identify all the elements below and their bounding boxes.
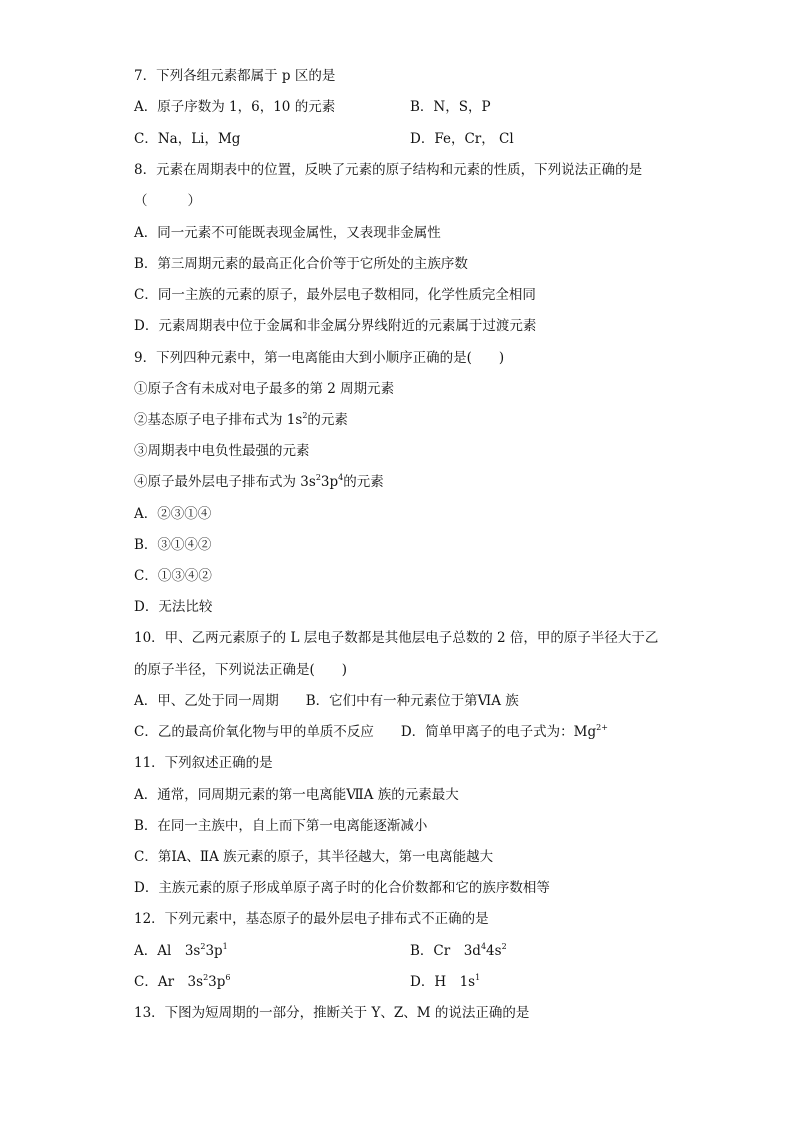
q7-option-a[interactable]: A．原子序数为 1，6，10 的元素 <box>134 99 336 115</box>
q7-option-b[interactable]: B．N，S，P <box>410 99 491 115</box>
q11-option-b[interactable]: B．在同一主族中，自上而下第一电离能逐渐减小 <box>134 818 428 834</box>
q10-options-ab[interactable]: A．甲、乙处于同一周期 B．它们中有一种元素位于第ⅥA 族 <box>134 693 519 709</box>
q8-option-b[interactable]: B．第三周期元素的最高正化合价等于它所处的主族序数 <box>134 256 468 272</box>
q12-option-b[interactable]: B．Cr $3d^44s^2$ <box>410 941 507 959</box>
q12-option-a[interactable]: A．Al $3s^23p^1$ <box>134 941 228 959</box>
question-12-options-cd <box>134 973 674 991</box>
q9-option-b[interactable]: B．③①④② <box>134 537 212 553</box>
question-7-stem: 7．下列各组元素都属于 p 区的是 <box>134 68 336 84</box>
q11-option-a[interactable]: A．通常，同周期元素的第一电离能ⅦA 族的元素最大 <box>134 787 459 803</box>
question-13-stem: 13．下图为短周期的一部分，推断关于 Y、Z、M 的说法正确的是 <box>134 1005 530 1021</box>
question-11-stem: 11．下列叙述正确的是 <box>134 755 273 771</box>
q10-options-cd[interactable]: C．乙的最高价氧化物与甲的单质不反应 D．简单甲离子的电子式为：$Mg^{2+}$ <box>134 722 608 740</box>
q11-option-d[interactable]: D．主族元素的原子形成单原子离子时的化合价数都和它的族序数相等 <box>134 880 550 896</box>
q8-option-c[interactable]: C．同一主族的元素的原子，最外层电子数相同，化学性质完全相同 <box>134 287 536 303</box>
question-8-answer-parens <box>134 192 674 210</box>
question-10-stem-line-2: 的原子半径，下列说法正确是( ) <box>134 662 348 678</box>
q8-option-a[interactable]: A．同一元素不可能既表现金属性，又表现非金属性 <box>134 225 441 241</box>
q9-item-1: ①原子含有未成对电子最多的第 2 周期元素 <box>134 381 395 397</box>
question-7-options-cd <box>134 130 674 148</box>
q9-option-c[interactable]: C．①③④② <box>134 568 212 584</box>
q9-item-4: ④原子最外层电子排布式为 $3s^23p^4$的元素 <box>134 472 384 490</box>
question-7-options-ab <box>134 98 674 116</box>
q8-option-d[interactable]: D．元素周期表中位于金属和非金属分界线附近的元素属于过渡元素 <box>134 318 537 334</box>
question-12-stem: 12．下列元素中，基态原子的最外层电子排布式不正确的是 <box>134 911 489 927</box>
question-12-options-ab <box>134 942 674 960</box>
q7-option-d[interactable]: D．Fe，Cr， Cl <box>410 131 514 147</box>
q12-option-d[interactable]: D．H $1s^1$ <box>410 972 481 990</box>
paren-open: （ <box>134 193 148 209</box>
q11-option-c[interactable]: C．第ⅠA、ⅡA 族元素的原子，其半径越大，第一电离能越大 <box>134 849 494 865</box>
paren-close: ） <box>187 193 201 209</box>
q9-option-d[interactable]: D．无法比较 <box>134 599 213 615</box>
q9-item-3: ③周期表中电负性最强的元素 <box>134 443 310 459</box>
question-10-stem-line-1: 10．甲、乙两元素原子的 L 层电子数都是其他层电子总数的 2 倍，甲的原子半径大于乙 <box>134 630 659 646</box>
q9-option-a[interactable]: A．②③①④ <box>134 506 212 522</box>
q7-option-c[interactable]: C．Na，Li，Mg <box>134 131 241 147</box>
question-8-stem: 8．元素在周期表中的位置，反映了元素的原子结构和元素的性质，下列说法正确的是 <box>134 162 643 178</box>
q9-item-2: ②基态原子电子排布式为 $1s^2$的元素 <box>134 410 348 428</box>
question-9-stem: 9．下列四种元素中，第一电离能由大到小顺序正确的是( ) <box>134 350 505 366</box>
q12-option-c[interactable]: C．Ar $3s^23p^6$ <box>134 972 231 990</box>
